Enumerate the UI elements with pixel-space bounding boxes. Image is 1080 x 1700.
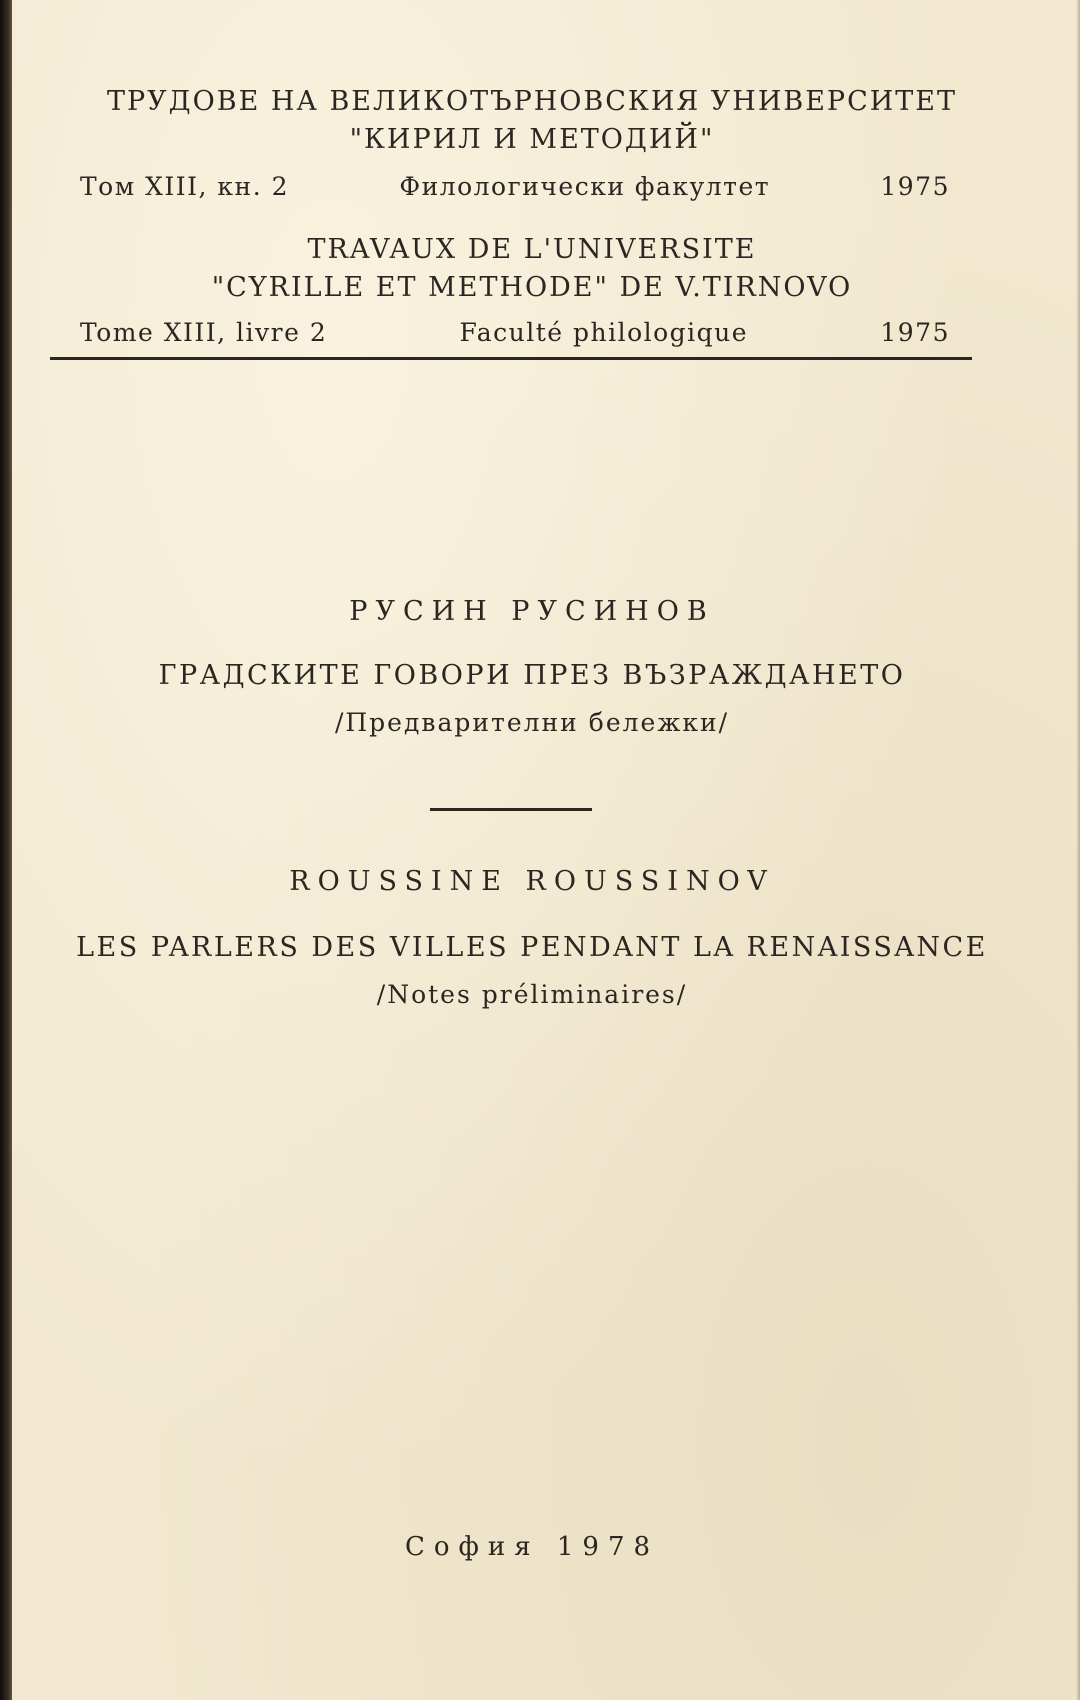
- university-name-fr: "CYRILLE ET METHODE" DE V.TIRNOVO: [211, 272, 853, 303]
- faculty-bg: Филологически факултет: [399, 172, 771, 201]
- journal-title-fr: TRAVAUX DE L'UNIVERSITE: [307, 234, 757, 265]
- volume-bg: Том XIII, кн. 2: [80, 172, 290, 201]
- faculty-fr: Faculté philologique: [459, 318, 749, 347]
- university-name-bg: "КИРИЛ И МЕТОДИЙ": [349, 124, 715, 155]
- page-edge-shadow: [1076, 0, 1080, 1700]
- volume-line-fr: [80, 318, 950, 347]
- header-rule: [50, 357, 972, 360]
- year-fr: 1975: [880, 318, 950, 347]
- article-subtitle-bg: /Предварителни бележки/: [334, 708, 730, 737]
- volume-fr: Tome XIII, livre 2: [80, 318, 328, 347]
- title-page: [12, 0, 1080, 1700]
- section-divider: [430, 808, 592, 811]
- year-bg: 1975: [880, 172, 950, 201]
- article-subtitle-fr: /Notes préliminaires/: [376, 980, 688, 1009]
- author-bg: РУСИН РУСИНОВ: [349, 596, 715, 627]
- article-title-bg: ГРАДСКИТЕ ГОВОРИ ПРЕЗ ВЪЗРАЖДАНЕТО: [158, 660, 906, 691]
- imprint-place-year: София 1978: [404, 1532, 660, 1562]
- volume-line-bg: [80, 172, 950, 201]
- journal-title-bg: ТРУДОВЕ НА ВЕЛИКОТЪРНОВСКИЯ УНИВЕРСИТЕТ: [106, 86, 958, 117]
- author-fr: ROUSSINE ROUSSINOV: [289, 866, 775, 897]
- article-title-fr: LES PARLERS DES VILLES PENDANT LA RENAISSANCE: [76, 932, 988, 963]
